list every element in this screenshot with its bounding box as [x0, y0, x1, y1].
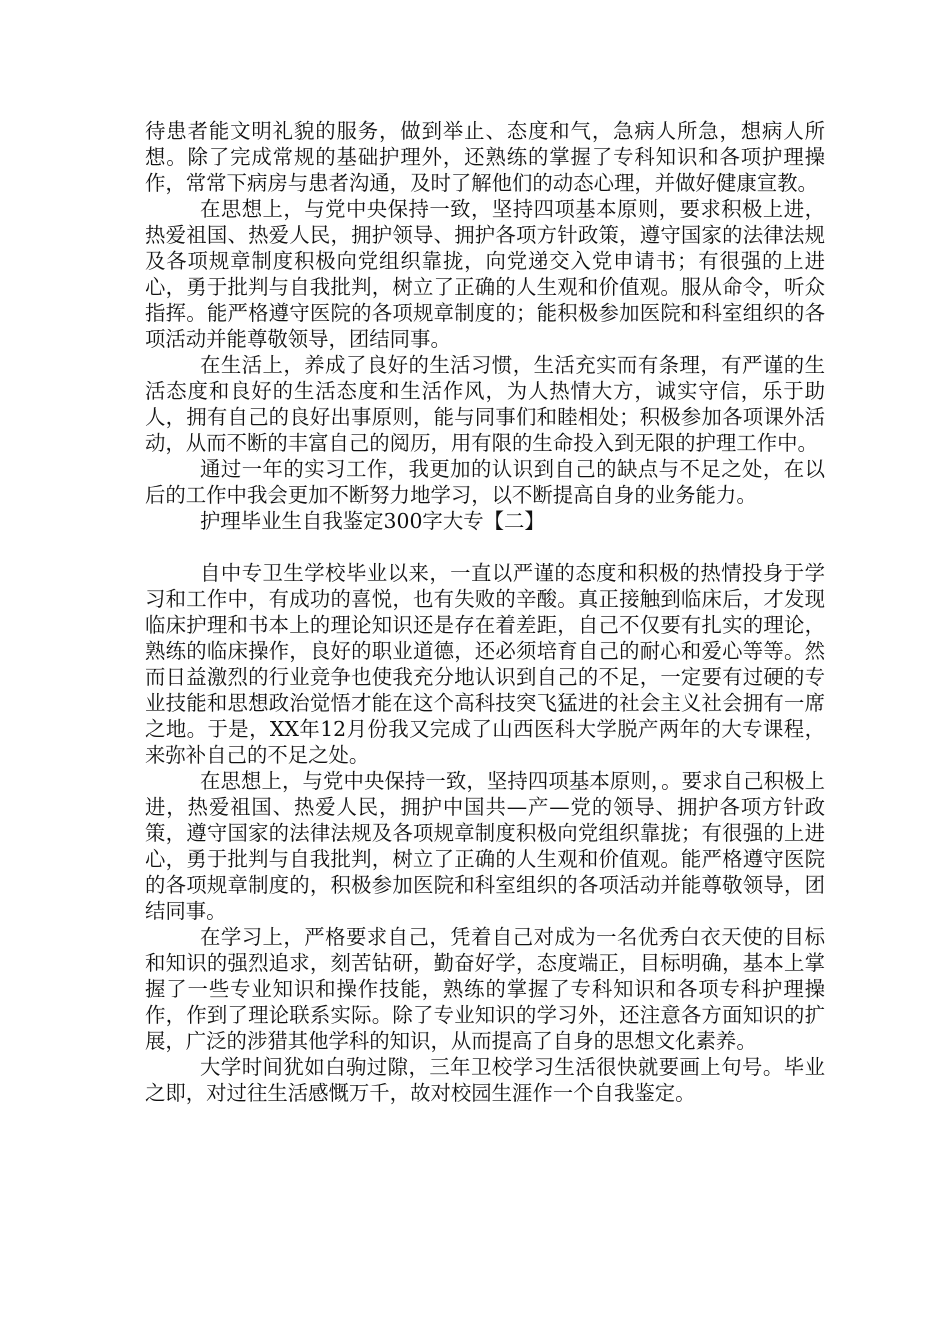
section-spacer [145, 534, 825, 560]
document-page [145, 118, 825, 1106]
paragraph-summary: 通过一年的实习工作，我更加的认识到自己的缺点与不足之处，在以后的工作中我会更加不断努力地学习，以不断提高自身的业务能力。 [145, 457, 825, 507]
paragraph-continuation: 待患者能文明礼貌的服务，做到举止、态度和气，急病人所急，想病人所想。除了完成常规的基础护理外，还熟练的掌握了专科知识和各项护理操作，常常下病房与患者沟通，及时了解他们的动态心理，并做好健康宣教。 [145, 119, 825, 195]
paragraph-life: 在生活上，养成了良好的生活习惯，生活充实而有条理，有严谨的生活态度和良好的生活态度和生活作风，为人热情大方，诚实守信，乐于助人，拥有自己的良好出事原则，能与同事们和睦相处；积极参加各项课外活动，从而不断的丰富自己的阅历，用有限的生命投入到无限的护理工作中。 [145, 353, 825, 455]
section-heading: 护理毕业生自我鉴定300字大专【二】 [200, 509, 545, 533]
paragraph-ideology: 在思想上，与党中央保持一致，坚持四项基本原则，要求积极上进，热爱祖国、热爱人民，拥护领导、拥护各项方针政策，遵守国家的法律法规及各项规章制度积极向党组织靠拢，向党递交入党申请书；有很强的上进心，勇于批判与自我批判，树立了正确的人生观和价值观。服从命令，听众指挥。能严格遵守医院的各项规章制度的；能积极参加医院和科室组织的各项活动并能尊敬领导，团结同事。 [145, 197, 825, 351]
paragraph-conclusion: 大学时间犹如白驹过隙，三年卫校学习生活很快就要画上句号。毕业之即，对过往生活感慨万千，故对校园生涯作一个自我鉴定。 [145, 1055, 825, 1105]
paragraph-intro: 自中专卫生学校毕业以来，一直以严谨的态度和积极的热情投身于学习和工作中，有成功的喜悦，也有失败的辛酸。真正接触到临床后，才发现临床护理和书本上的理论知识还是存在着差距，自己不仅要有扎实的理论，熟练的临床操作，良好的职业道德，还必须培育自己的耐心和爱心等等。然而日益激烈的行业竞争也使我充分地认识到自己的不足，一定要有过硬的专业技能和思想政治觉悟才能在这个高科技突飞猛进的社会主义社会拥有一席之地。于是，XX年12月份我又完成了山西医科大学脱产两年的大专课程，来弥补自己的不足之处。 [145, 561, 825, 767]
paragraph-study: 在学习上，严格要求自己，凭着自己对成为一名优秀白衣天使的目标和知识的强烈追求，刻苦钻研，勤奋好学，态度端正，目标明确，基本上掌握了一些专业知识和操作技能，熟练的掌握了专科知识和各项专科护理操作，作到了理论联系实际。除了专业知识的学习外，还注意各方面知识的扩展，广泛的涉猎其他学科的知识，从而提高了自身的思想文化素养。 [145, 925, 825, 1053]
paragraph-ideology-2: 在思想上，与党中央保持一致，坚持四项基本原则，。要求自己积极上进，热爱祖国、热爱人民，拥护中国共—产—党的领导、拥护各项方针政策，遵守国家的法律法规及各项规章制度积极向党组织靠拢；有很强的上进心，勇于批判与自我批判，树立了正确的人生观和价值观。能严格遵守医院的各项规章制度的，积极参加医院和科室组织的各项活动并能尊敬领导，团结同事。 [145, 769, 825, 923]
